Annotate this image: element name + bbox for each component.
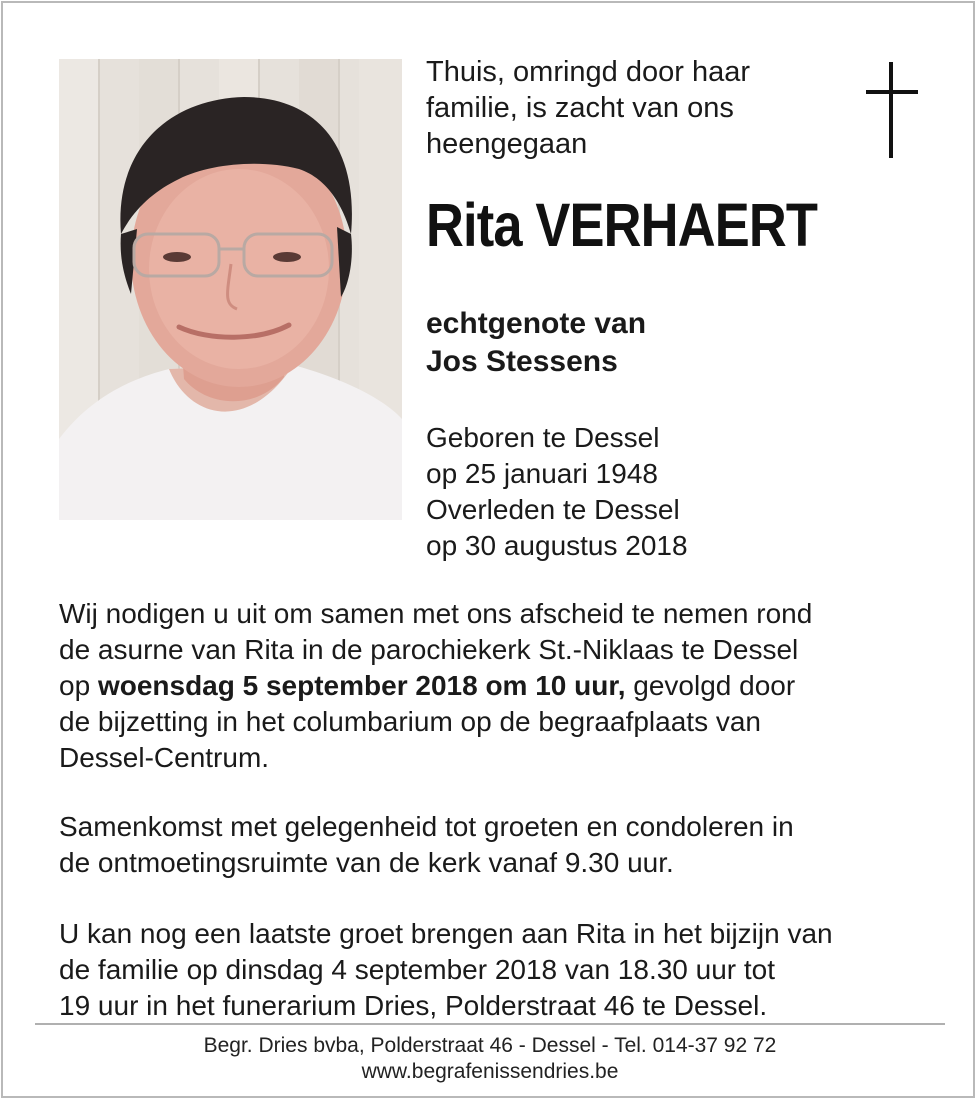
funeral-datetime: woensdag 5 september 2018 om 10 uur, <box>97 670 626 701</box>
deceased-name: Rita VERHAERT <box>426 191 818 259</box>
spouse-name: Jos Stessens <box>426 345 618 378</box>
funeral-paragraph <box>59 596 939 776</box>
paragraph-line: 19 uur in het funerarium Dries, Polderstraat 46 te Dessel. <box>59 990 768 1021</box>
gathering-paragraph <box>59 809 939 881</box>
paragraph-line: Dessel-Centrum. <box>59 742 270 773</box>
paragraph-line: de ontmoetingsruimte van de kerk vanaf 9.30 uur. <box>59 847 674 878</box>
portrait-photo <box>59 59 402 520</box>
paragraph-line: Wij nodigen u uit om samen met ons afscheid te nemen rond <box>59 598 813 629</box>
footer-website: www.begrafenissendries.be <box>361 1060 619 1083</box>
paragraph-line: de asurne van Rita in de parochiekerk St.-Niklaas te Dessel <box>59 634 799 665</box>
paragraph-line: U kan nog een laatste groet brengen aan Rita in het bijzijn van <box>59 918 833 949</box>
death-place: Overleden te Dessel <box>426 494 680 525</box>
life-dates <box>426 420 688 564</box>
birth-place: Geboren te Dessel <box>426 422 660 453</box>
footer-divider <box>35 1023 945 1025</box>
footer-contact: Begr. Dries bvba, Polderstraat 46 - Dessel - Tel. 014-37 92 72 <box>203 1034 777 1057</box>
visitation-paragraph <box>59 916 939 1024</box>
paragraph-line <box>59 668 939 704</box>
cross-icon <box>862 62 922 160</box>
intro-line: heengegaan <box>426 128 588 160</box>
birth-date: op 25 januari 1948 <box>426 458 658 489</box>
paragraph-line: de bijzetting in het columbarium op de begraafplaats van <box>59 706 761 737</box>
intro-line: Thuis, omringd door haar <box>426 56 750 88</box>
intro-text <box>426 54 846 162</box>
spouse-text <box>426 305 646 381</box>
spouse-line: echtgenote van <box>426 307 647 340</box>
paragraph-line: Samenkomst met gelegenheid tot groeten en condoleren in <box>59 811 794 842</box>
paragraph-line: de familie op dinsdag 4 september 2018 van 18.30 uur tot <box>59 954 776 985</box>
death-date: op 30 augustus 2018 <box>426 530 688 561</box>
intro-line: familie, is zacht van ons <box>426 92 734 124</box>
text-fragment: op <box>59 670 98 701</box>
text-fragment: gevolgd door <box>625 670 796 701</box>
